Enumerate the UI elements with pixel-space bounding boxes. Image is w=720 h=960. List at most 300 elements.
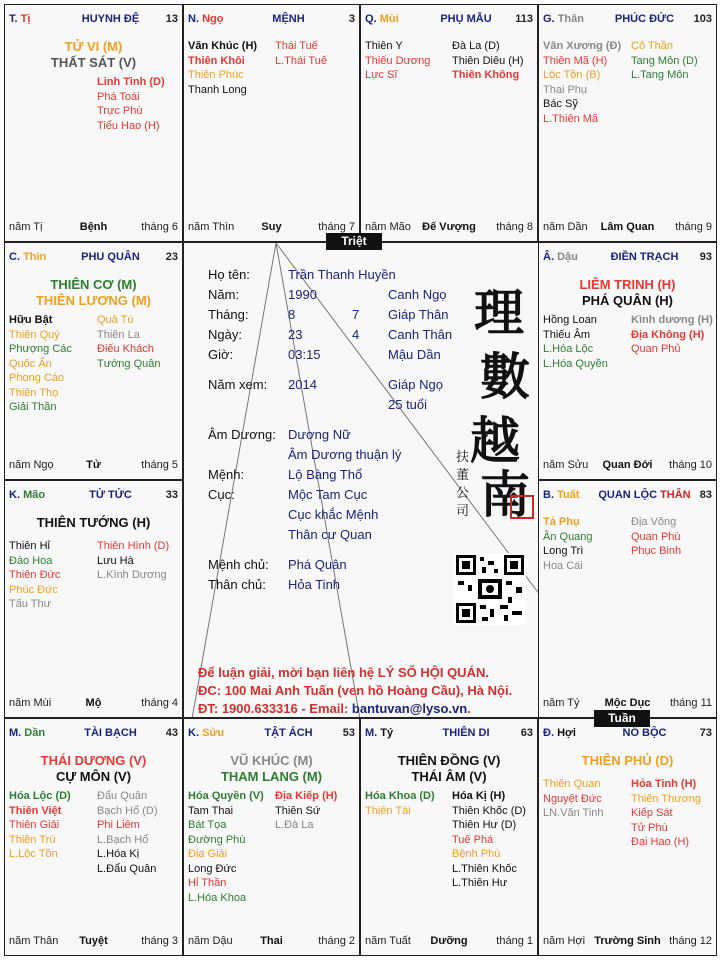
palace-footer [9, 697, 178, 711]
palace-number: 53 [342, 727, 355, 739]
palace-stage: Tử [86, 459, 101, 471]
value-menh-chu: Phá Quân [288, 557, 347, 572]
minor-star: Địa Võng [631, 516, 677, 528]
branch-prefix: M. [365, 727, 378, 739]
minor-star: L.Hóa Khoa [188, 891, 247, 904]
palace-month: tháng 10 [669, 459, 712, 471]
minor-star: Thiên Việt [9, 804, 62, 817]
house-name [59, 489, 162, 501]
branch-name: Tý [380, 727, 394, 739]
calligraphy-char: 南 [480, 465, 530, 524]
branch-name: Ngọ [202, 13, 224, 25]
major-star: THIÊN PHỦ (D) [581, 753, 674, 768]
branch-prefix: K. [188, 727, 199, 739]
minor-star: Thiên Đức [9, 569, 61, 581]
house-label: MỆNH [272, 13, 305, 25]
major-star: THÁI DƯƠNG (V) [40, 753, 147, 768]
palace-stage: Trường Sinh [594, 935, 661, 947]
minor-star: Thiên Quan [543, 778, 601, 790]
major-star: VŨ KHÚC (M) [230, 753, 313, 768]
minor-star: L.Lộc Tồn [9, 848, 58, 860]
value-day-solar: 23 [288, 327, 303, 342]
palace-month: tháng 11 [669, 697, 712, 709]
palace-than [538, 4, 717, 242]
minor-star: Thiếu Âm [543, 328, 591, 341]
palace-month: tháng 4 [141, 697, 178, 709]
value-month-solar: 8 [288, 307, 296, 322]
value-cuc-note1: Cục khắc Mệnh [288, 507, 379, 522]
minor-stars-left [365, 789, 435, 818]
calligraphy-char: 數 [480, 347, 530, 406]
branch-name: Thân [557, 13, 584, 25]
minor-stars-left [188, 39, 257, 97]
minor-star: Hóa Quyền (V) [188, 790, 264, 802]
palace-number: 113 [515, 13, 533, 25]
palace-footer [365, 221, 533, 235]
minor-star: L.Đà La [275, 819, 314, 831]
minor-star: Hóa Kị (H) [452, 790, 506, 802]
minor-stars-right [97, 75, 165, 133]
minor-star: Long Đức [188, 862, 237, 875]
value-view-can: Giáp Ngọ [388, 377, 443, 392]
major-star: THIÊN TƯỚNG (H) [36, 515, 151, 530]
branch-name: Mùi [379, 13, 399, 25]
label-amduong: Âm Dương: [208, 427, 276, 442]
palace-tuat [538, 480, 717, 718]
minor-star: Thiên Không [452, 69, 520, 81]
minor-star: L.Tang Môn [631, 69, 689, 81]
minor-star: Phong Cáo [9, 372, 65, 384]
major-star: THIÊN ĐỒNG (V) [397, 753, 501, 768]
house-label: TẬT ÁCH [264, 727, 313, 739]
palace-month: tháng 3 [141, 935, 178, 947]
palace-branch [9, 727, 45, 739]
label-menh: Mệnh: [208, 467, 245, 482]
label-cuc: Cục: [208, 487, 235, 502]
branch-name: Tuất [557, 489, 580, 501]
palace-stage: Mộc Dục [604, 697, 651, 709]
house-label: PHỤ MẪU [440, 13, 492, 25]
palace-number: 23 [165, 251, 178, 263]
major-star: CỰ MÔN (V) [55, 769, 132, 784]
palace-month: tháng 6 [141, 221, 178, 233]
minor-stars-left [543, 313, 608, 371]
minor-star: Bác Sỹ [543, 98, 578, 110]
contact-line-1: Để luận giải, mời bạn liên hệ LÝ SỐ HỘI QUÁN. [198, 665, 489, 680]
palace-month: tháng 12 [669, 935, 712, 947]
tuan-badge: Tuần [594, 710, 650, 727]
major-star: THÁI ÂM (V) [411, 769, 487, 784]
palace-footer [543, 221, 712, 235]
branch-prefix: K. [9, 489, 20, 501]
minor-star: Thiên Tài [365, 804, 411, 817]
minor-star: Thiên Khốc (D) [452, 804, 526, 817]
branch-prefix: Đ. [543, 727, 554, 739]
major-star: LIÊM TRINH (H) [579, 277, 676, 292]
palace-footer [543, 459, 712, 473]
major-star: THAM LANG (M) [220, 769, 323, 784]
minor-star: Nguyệt Đức [543, 792, 602, 805]
minor-star: Phục Binh [631, 545, 682, 557]
palace-year: năm Mùi [9, 697, 52, 709]
palace-ti [4, 4, 183, 242]
minor-star: Bạch Hổ (D) [97, 804, 158, 817]
minor-stars-right [452, 789, 526, 891]
palace-branch [543, 489, 579, 501]
palace-year: năm Dậu [188, 935, 233, 947]
palace-month: tháng 9 [675, 221, 712, 233]
palace-stage: Lâm Quan [600, 221, 655, 233]
branch-prefix: N. [188, 13, 199, 25]
qr-code-icon[interactable] [454, 553, 526, 625]
palace-footer [9, 459, 178, 473]
minor-star: Hóa Khoa (D) [365, 790, 435, 802]
minor-stars-right [631, 515, 681, 559]
minor-stars-left [188, 789, 264, 905]
minor-star: L.Thiên Mã [543, 112, 599, 125]
minor-star: Đà La (D) [452, 40, 500, 52]
contact-email-link[interactable]: bantuvan@lyso.vn [351, 701, 468, 716]
branch-prefix: T. [9, 13, 18, 25]
palace-stage: Mộ [85, 697, 102, 709]
minor-star: Quan Phủ [631, 343, 681, 355]
minor-star: Địa Không (H) [631, 328, 705, 341]
minor-stars-left [543, 39, 621, 126]
value-day-can: Canh Thân [388, 327, 453, 342]
minor-star: L.Thiên Hư [452, 877, 508, 889]
house-name [593, 489, 696, 501]
major-star: THIÊN CƠ (M) [50, 277, 137, 292]
branch-prefix: C. [9, 251, 20, 263]
palace-mui [360, 4, 538, 242]
house-label: PHÚC ĐỨC [614, 13, 675, 25]
minor-star: Kình dương (H) [631, 314, 713, 326]
palace-header [543, 727, 712, 743]
minor-star: Linh Tinh (D) [97, 76, 165, 88]
value-than-chu: Hỏa Tinh [288, 577, 341, 592]
palace-mao [4, 480, 183, 718]
calligraphy-char: 越 [470, 411, 520, 470]
palace-year: năm Ngọ [9, 459, 54, 471]
contact-line-3 [198, 701, 471, 716]
palace-stage: Đế Vượng [422, 221, 476, 233]
branch-prefix: B. [543, 489, 554, 501]
label-than-chu: Thân chủ: [208, 577, 266, 592]
minor-stars-left [543, 777, 604, 821]
minor-star: Hóa Lộc (D) [9, 790, 71, 802]
value-cuc-note2: Thân cư Quan [288, 527, 372, 542]
palace-footer [543, 935, 712, 949]
palace-year: năm Sửu [543, 459, 589, 471]
branch-name: Mão [23, 489, 46, 501]
value-day-lunar: 4 [352, 327, 360, 342]
minor-star: Tang Môn (D) [631, 54, 698, 67]
minor-star: Văn Khúc (H) [188, 40, 258, 52]
minor-star: LN.Văn Tinh [543, 807, 604, 819]
minor-star: L.Hóa Kị [97, 848, 140, 860]
minor-stars-right [97, 539, 169, 583]
minor-star: Đường Phù [188, 833, 246, 846]
minor-star: Tấu Thư [9, 598, 52, 610]
minor-star: Đại Hao (H) [631, 836, 690, 848]
value-view-year: 2014 [288, 377, 317, 392]
palace-suu [183, 718, 360, 956]
value-amduong-note: Âm Dương thuận lý [288, 447, 402, 462]
palace-stage: Thai [260, 935, 283, 947]
palace-branch [9, 251, 46, 263]
minor-stars-left [9, 539, 60, 612]
minor-star: Thiên Quý [9, 328, 60, 341]
branch-name: Tị [20, 13, 31, 25]
minor-star: Thiên Hình (D) [97, 540, 170, 552]
palace-header [365, 727, 533, 743]
minor-star: Hồng Loan [543, 314, 597, 326]
minor-star: Hoa Cái [543, 559, 583, 572]
palace-header [9, 13, 178, 29]
branch-prefix: G. [543, 13, 555, 25]
minor-star: Lưu Hà [97, 554, 134, 567]
minor-star: Thiên Hư (D) [452, 819, 517, 831]
palace-month: tháng 8 [496, 221, 533, 233]
branch-prefix: Q. [365, 13, 377, 25]
house-label: TÀI BẠCH [84, 727, 137, 739]
value-month-lunar: 7 [352, 307, 360, 322]
value-hour: 03:15 [288, 347, 321, 362]
minor-star: L.Thiên Khốc [452, 862, 517, 875]
minor-star: Thiên Diêu (H) [452, 54, 524, 67]
palace-stage: Tuyệt [79, 935, 108, 947]
minor-star: Tam Thai [188, 804, 234, 817]
contact-line-2: ĐC: 100 Mai Anh Tuấn (ven hồ Hoàng Cầu), Hà Nội. [198, 683, 513, 698]
palace-number: 3 [348, 13, 355, 25]
label-hour: Giờ: [208, 347, 234, 362]
house-name [59, 13, 162, 25]
horoscope-board [4, 4, 717, 956]
minor-star: Thiên Mã (H) [543, 54, 608, 67]
palace-branch [543, 251, 578, 263]
palace-thin [4, 242, 183, 480]
minor-star: Hữu Bật [9, 314, 53, 326]
branch-name: Sửu [202, 727, 225, 739]
label-menh-chu: Mệnh chủ: [208, 557, 269, 572]
palace-header [365, 13, 533, 29]
calligraphy-char: 理 [474, 283, 524, 342]
minor-star: Thanh Long [188, 83, 247, 96]
minor-star: Giải Thần [9, 401, 57, 413]
minor-star: Thiên Giải [9, 819, 60, 831]
palace-number: 93 [699, 251, 712, 263]
minor-star: Địa Giải [188, 848, 228, 860]
branch-prefix: Â. [543, 251, 554, 263]
label-view-year: Năm xem: [208, 377, 268, 392]
value-cuc: Mộc Tam Cục [288, 487, 368, 502]
house-label: TỬ TỨC [89, 489, 132, 501]
value-age: 25 tuổi [388, 397, 428, 412]
minor-star: Thiên Hỉ [9, 540, 50, 552]
branch-name: Dần [24, 727, 46, 739]
palace-branch [365, 13, 399, 25]
palace-header [9, 251, 178, 267]
minor-star: Trực Phù [97, 105, 143, 117]
palace-month: tháng 7 [318, 221, 355, 233]
minor-stars-left [9, 313, 72, 415]
value-hour-can: Mậu Dần [388, 347, 441, 362]
house-label: QUAN LỘC [598, 489, 658, 501]
minor-star: Long Trì [543, 545, 584, 557]
minor-star: Phi Liêm [97, 819, 140, 831]
palace-number: 73 [699, 727, 712, 739]
palace-month: tháng 2 [318, 935, 355, 947]
palace-branch [188, 727, 224, 739]
palace-branch [9, 489, 45, 501]
minor-star: L.Kình Dương [97, 569, 167, 581]
minor-star: Phá Toái [97, 90, 140, 103]
minor-star: Điếu Khách [97, 343, 154, 355]
palace-stage: Bệnh [79, 221, 108, 233]
minor-star: Hỉ Thần [188, 877, 227, 889]
palace-header [543, 489, 712, 505]
palace-number: 63 [520, 727, 533, 739]
value-year-solar: 1990 [288, 287, 317, 302]
palace-number: 13 [165, 13, 178, 25]
contact-end: . [467, 701, 471, 716]
minor-star: Địa Kiếp (H) [275, 790, 338, 802]
minor-star: Thiên Sứ [275, 804, 321, 817]
minor-star: Lộc Tồn (B) [543, 69, 601, 81]
palace-ngo [183, 4, 360, 242]
minor-star: Văn Xương (Đ) [543, 40, 622, 52]
palace-header [543, 13, 712, 29]
palace-year: năm Tý [543, 697, 580, 709]
palace-year: năm Thìn [188, 221, 235, 233]
house-label: NÔ BỘC [622, 727, 667, 739]
minor-star: Phượng Các [9, 343, 72, 355]
house-name [593, 727, 696, 739]
minor-star: Thái Tuế [275, 40, 318, 52]
major-star: THẤT SÁT (V) [50, 55, 137, 70]
minor-star: Cô Thần [631, 40, 673, 52]
major-star: TỬ VI (M) [64, 39, 123, 54]
palace-footer [365, 935, 533, 949]
palace-header [188, 727, 355, 743]
minor-star: Quốc Ấn [9, 357, 52, 370]
value-year-can: Canh Ngọ [388, 287, 447, 302]
minor-star: Tử Phù [631, 821, 668, 834]
palace-month: tháng 5 [141, 459, 178, 471]
minor-star: Tướng Quân [97, 357, 161, 370]
minor-star: L.Hóa Lộc [543, 343, 594, 355]
minor-star: Thiếu Dương [365, 54, 431, 67]
palace-dau [538, 242, 717, 480]
palace-year: năm Tuất [365, 935, 411, 947]
major-star: THIÊN LƯƠNG (M) [35, 293, 152, 308]
minor-star: Hỏa Tinh (H) [631, 778, 697, 790]
minor-stars-right [631, 39, 698, 83]
palace-branch [9, 13, 30, 25]
palace-branch [543, 13, 584, 25]
value-name: Trần Thanh Huyền [288, 267, 396, 282]
minor-star: L.Hóa Quyền [543, 357, 608, 370]
palace-branch [188, 13, 223, 25]
palace-stage: Quan Đới [602, 459, 653, 471]
house-label: HUYNH ĐỆ [81, 13, 140, 25]
palace-footer [543, 697, 712, 711]
palace-ty [360, 718, 538, 956]
house-label: ĐIỀN TRẠCH [610, 251, 679, 263]
triet-badge: Triệt [326, 233, 382, 250]
minor-star: Lực Sĩ [365, 69, 398, 81]
minor-star: Thai Phụ [543, 83, 588, 96]
palace-year: năm Thân [9, 935, 59, 947]
palace-header [543, 251, 712, 267]
palace-header [188, 13, 355, 29]
palace-dan [4, 718, 183, 956]
palace-footer [9, 221, 178, 235]
seal-text: 扶 董 公 司 [456, 450, 470, 519]
minor-stars-right [97, 313, 161, 371]
house-name [593, 251, 696, 263]
minor-star: Thiên Thọ [9, 386, 59, 399]
minor-stars-right [275, 39, 327, 68]
palace-year: năm Hợi [543, 935, 586, 947]
house-name [415, 727, 517, 739]
minor-star: Tuế Phá [452, 833, 494, 846]
minor-star: Quả Tú [97, 314, 134, 326]
minor-star: Quan Phù [631, 530, 681, 543]
house-name [59, 251, 162, 263]
palace-year: năm Tị [9, 221, 43, 233]
branch-name: Hợi [557, 727, 576, 739]
red-seal-icon [510, 495, 534, 519]
minor-star: Ân Quang [543, 530, 593, 543]
label-name: Họ tên: [208, 267, 250, 282]
minor-stars-right [275, 789, 337, 833]
branch-name: Dậu [557, 251, 578, 263]
minor-star: Tiểu Hao (H) [97, 119, 160, 132]
palace-number: 83 [699, 489, 712, 501]
branch-name: Thìn [23, 251, 47, 263]
house-name [238, 13, 339, 25]
minor-stars-left [9, 789, 71, 862]
minor-star: L.Đẩu Quân [97, 862, 157, 875]
minor-star: L.Thái Tuế [275, 54, 327, 67]
label-year: Năm: [208, 287, 240, 302]
palace-number: 103 [693, 13, 712, 25]
minor-star: Thiên Y [365, 40, 403, 52]
palace-number: 33 [165, 489, 178, 501]
minor-star: Thiên La [97, 328, 140, 341]
center-info-panel [183, 242, 539, 718]
minor-star: Thiên Phúc [188, 69, 244, 81]
label-day: Ngày: [208, 327, 242, 342]
value-amduong: Dương Nữ [288, 427, 351, 442]
minor-star: Đào Hoa [9, 554, 53, 567]
minor-star: Thiên Thương [631, 792, 702, 805]
house-extra: THÂN [660, 489, 691, 501]
value-menh: Lộ Bàng Thổ [288, 467, 363, 482]
minor-star: Bát Tọa [188, 819, 227, 831]
minor-star: Kiếp Sát [631, 807, 673, 819]
minor-star: Tả Phụ [543, 516, 580, 528]
house-name [59, 727, 162, 739]
house-name [593, 13, 696, 25]
palace-stage: Dưỡng [430, 935, 468, 947]
minor-star: Thiên Khôi [188, 54, 245, 67]
palace-hoi [538, 718, 717, 956]
house-name [238, 727, 339, 739]
minor-stars-right [97, 789, 158, 876]
palace-branch [543, 727, 576, 739]
